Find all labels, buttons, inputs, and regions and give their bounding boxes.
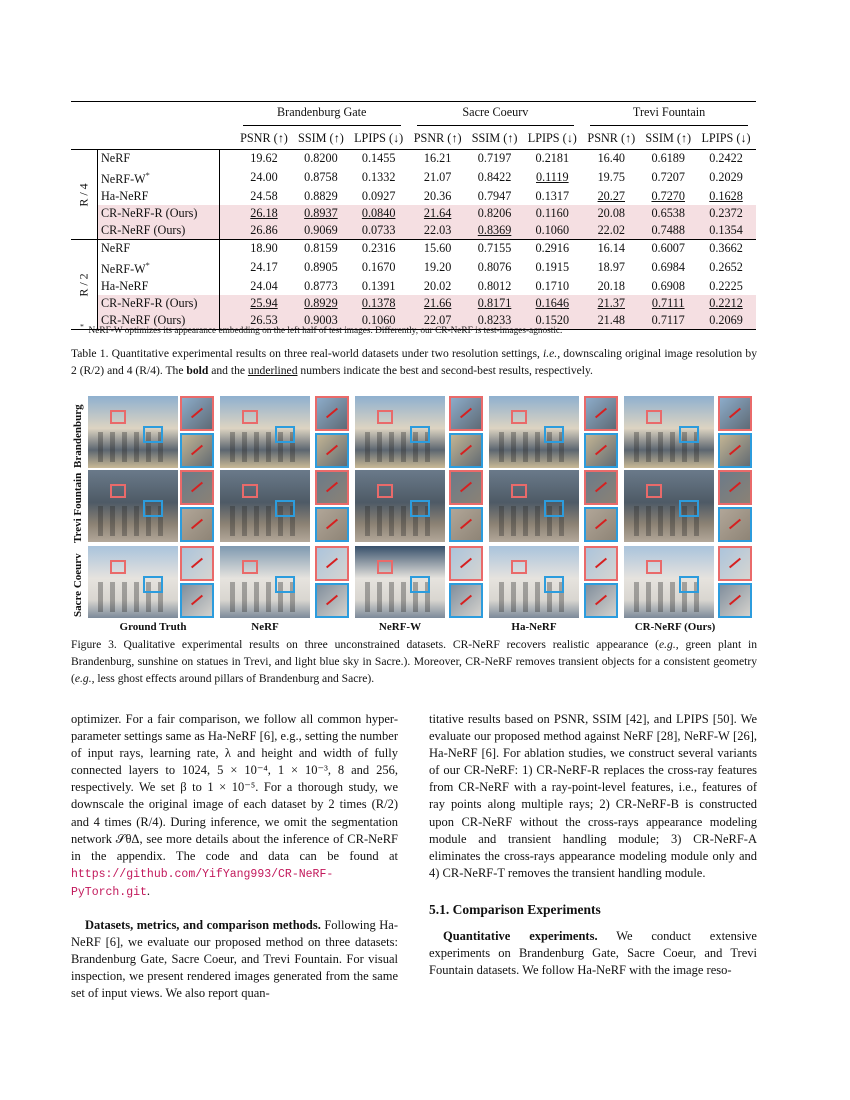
- zoom-crop-red: [718, 396, 752, 431]
- table-cell: 0.7155: [467, 240, 523, 258]
- arrow-icon: [595, 595, 607, 606]
- zoom-crop-red: [584, 470, 618, 505]
- table-cell: 0.8758: [304, 170, 338, 185]
- zoom-crop-blue: [584, 583, 618, 618]
- metric-header: SSIM (↑): [471, 130, 518, 145]
- right-column: [429, 711, 757, 979]
- zoom-crop-blue: [315, 583, 349, 618]
- table-cell: 15.60: [409, 240, 467, 258]
- table-cell: 0.2212: [696, 295, 756, 312]
- table-cell: 24.00: [250, 170, 278, 185]
- zoom-crop-red: [180, 546, 214, 581]
- arrow-icon: [729, 519, 741, 530]
- table-cell: 0.1628: [709, 189, 743, 204]
- table-cell: 19.75: [597, 170, 625, 185]
- table-cell: 24.58: [250, 189, 278, 204]
- table-cell: 0.7488: [640, 222, 696, 240]
- table-cell: 21.64: [409, 205, 467, 222]
- arrow-icon: [191, 558, 203, 569]
- metric-header: PSNR (↑): [413, 130, 462, 145]
- table-caption: Table 1. Quantitative experimental results on three real-world datasets under two resolution settings, i.e., downscaling original image resolution by 2 (R/2) and 4 (R/4). The bold and the underlined numbers indicate the best and second-best results, respectively.: [71, 347, 758, 377]
- paragraph-heading: Datasets, metrics, and comparison methods.: [85, 918, 321, 933]
- table-cell: 0.0840: [349, 205, 409, 222]
- arrow-icon: [460, 408, 472, 419]
- zoom-crop-red: [584, 546, 618, 581]
- table-cell: 0.8937: [293, 205, 349, 222]
- method-name: CR-NeRF-R (Ours): [98, 205, 220, 222]
- table-cell: 0.8929: [293, 295, 349, 312]
- render-image-brandenburg: [355, 396, 445, 468]
- render-image-trevi: [624, 470, 714, 542]
- paragraph: Quantitative experiments. We conduct extensive experiments on Brandenburg Gate, Sacre Coeur, and Trevi Fountain datasets. We follow Ha-NeRF with the image reso-: [429, 929, 757, 978]
- render-image-brandenburg: [88, 396, 178, 468]
- table-cell: 20.27: [597, 189, 625, 204]
- zoom-crop-blue: [449, 433, 483, 468]
- table-cell: 0.1391: [361, 279, 396, 294]
- table-cell: 19.20: [423, 260, 452, 275]
- arrow-icon: [460, 519, 472, 530]
- zoom-crop-red: [180, 396, 214, 431]
- table-cell: 0.2029: [709, 170, 743, 185]
- left-column: [71, 711, 398, 1003]
- table-cell: 0.8171: [467, 295, 523, 312]
- table-cell: 0.1520: [522, 312, 582, 330]
- table-cell: 0.7207: [651, 170, 685, 185]
- arrow-icon: [191, 408, 203, 419]
- table-cell: 0.7117: [640, 312, 696, 330]
- render-image-brandenburg: [624, 396, 714, 468]
- metric-header: LPIPS (↓): [527, 130, 577, 145]
- arrow-icon: [729, 558, 741, 569]
- zoom-crop-red: [449, 396, 483, 431]
- metric-header: SSIM (↑): [298, 130, 344, 145]
- table-cell: 0.1160: [522, 205, 582, 222]
- figure-caption: Figure 3. Qualitative experimental results on three unconstrained datasets. CR-NeRF recovers realistic appearance (e.g., green plant in Brandenburg, sunshine on statues in Trevi, and light blue sky in Sacre.). Moreover, CR-NeRF removes transient objects for a consistent geometry (e.g., less ghost effects around pillars of Brandenburg and Sacre).: [71, 638, 757, 685]
- row-label-trevi: Trevi Fountain: [72, 472, 84, 543]
- method-name: Ha-NeRF: [98, 278, 220, 295]
- zoom-crop-red: [315, 396, 349, 431]
- table-cell: 0.2422: [696, 150, 756, 168]
- render-image-brandenburg: [489, 396, 579, 468]
- table-cell: 0.6189: [640, 150, 696, 168]
- table-cell: 0.2652: [709, 260, 743, 275]
- arrow-icon: [729, 595, 741, 606]
- render-image-trevi: [355, 470, 445, 542]
- method-name: CR-NeRF-R (Ours): [98, 295, 220, 312]
- zoom-crop-red: [718, 546, 752, 581]
- code-url-link[interactable]: https://github.com/YifYang993/CR-NeRF-PyTorch.git: [71, 867, 334, 899]
- table-cell: 0.0927: [361, 189, 396, 204]
- col-label-nerf-w: NeRF-W: [378, 621, 422, 633]
- zoom-crop-blue: [180, 433, 214, 468]
- zoom-crop-red: [449, 470, 483, 505]
- render-image-sacre: [88, 546, 178, 618]
- table-cell: 0.6538: [640, 205, 696, 222]
- table-cell: 0.7111: [640, 295, 696, 312]
- zoom-crop-blue: [718, 507, 752, 542]
- table-cell: 24.17: [250, 260, 278, 275]
- metric-header: PSNR (↑): [587, 130, 636, 145]
- arrow-icon: [595, 482, 607, 493]
- table-cell: 20.36: [423, 189, 452, 204]
- group-header: Sacre Coeurv: [417, 104, 575, 126]
- table-cell: 0.1378: [349, 295, 409, 312]
- table-cell: 0.2181: [522, 150, 582, 168]
- table-cell: 22.03: [409, 222, 467, 240]
- table-cell: 0.2225: [709, 279, 743, 294]
- method-name: NeRF-W*: [98, 257, 220, 278]
- arrow-icon: [191, 482, 203, 493]
- table-cell: 20.02: [423, 279, 452, 294]
- table-cell: 0.1060: [349, 312, 409, 330]
- arrow-icon: [191, 595, 203, 606]
- arrow-icon: [191, 445, 203, 456]
- table-cell: 21.37: [582, 295, 640, 312]
- table-cell: 26.53: [235, 312, 293, 330]
- col-label-ground-truth: Ground Truth: [119, 621, 187, 633]
- table-cell: 0.1646: [522, 295, 582, 312]
- arrow-icon: [460, 595, 472, 606]
- arrow-icon: [326, 445, 338, 456]
- table-cell: 18.97: [597, 260, 625, 275]
- table-cell: 0.9069: [293, 222, 349, 240]
- table-cell: 0.6984: [651, 260, 685, 275]
- arrow-icon: [729, 445, 741, 456]
- table-cell: 0.1710: [535, 279, 570, 294]
- col-label-ha-nerf: Ha-NeRF: [511, 621, 557, 633]
- zoom-crop-red: [718, 470, 752, 505]
- section-heading: 5.1. Comparison Experiments: [429, 901, 601, 917]
- arrow-icon: [460, 558, 472, 569]
- table-cell: 26.86: [235, 222, 293, 240]
- zoom-crop-blue: [449, 583, 483, 618]
- zoom-crop-blue: [180, 507, 214, 542]
- zoom-crop-red: [315, 470, 349, 505]
- method-name: CR-NeRF (Ours): [98, 222, 220, 240]
- zoom-crop-blue: [315, 433, 349, 468]
- method-name: NeRF: [98, 150, 220, 168]
- render-image-sacre: [624, 546, 714, 618]
- metric-header: LPIPS (↓): [354, 130, 404, 145]
- arrow-icon: [460, 482, 472, 493]
- table-cell: 21.48: [582, 312, 640, 330]
- table-cell: 20.18: [597, 279, 625, 294]
- table-cell: 0.1455: [349, 150, 409, 168]
- table-cell: 0.1119: [536, 170, 569, 185]
- table-footnote: * NeRF-W optimizes its appearance embedding on the left half of test images. Differently, our CR-NeRF is test-images-agnostic.: [80, 322, 563, 337]
- render-image-sacre: [489, 546, 579, 618]
- table-cell: 0.6007: [640, 240, 696, 258]
- table-cell: 16.14: [582, 240, 640, 258]
- table-cell: 21.07: [423, 170, 452, 185]
- zoom-crop-blue: [315, 507, 349, 542]
- arrow-icon: [326, 482, 338, 493]
- zoom-crop-blue: [718, 583, 752, 618]
- zoom-crop-blue: [584, 507, 618, 542]
- table-cell: 25.94: [235, 295, 293, 312]
- resolution-label: R / 4: [76, 182, 91, 207]
- table-cell: 0.8422: [477, 170, 512, 185]
- table-cell: 0.8773: [304, 279, 338, 294]
- table-cell: 24.04: [250, 279, 278, 294]
- arrow-icon: [326, 408, 338, 419]
- table-cell: 16.21: [409, 150, 467, 168]
- col-label-nerf: NeRF: [251, 621, 279, 633]
- table-cell: 19.62: [235, 150, 293, 168]
- table-cell: 0.8905: [304, 260, 338, 275]
- table-cell: 18.90: [235, 240, 293, 258]
- paragraph: optimizer. For a fair comparison, we follow all common hyper-parameter settings same as Ha-NeRF [6], e.g., setting the number of input rays, learning rate, λ and height and width of fully connected layers to 1024, 5 × 10⁻⁴, 1 × 10⁻³, 8 and 256, respectively. We set β to 1 × 10⁻⁵. For a thorough study, we downscale the original image of each dataset by 2 times (R/2) and 4 times (R/4). During inference, we omit the segmentation network 𝒮θΔ, see more details about the inference of CR-NeRF in the appendix. The code and data can be found at https://github.com/YifYang993/CR-NeRF-PyTorch.git.: [71, 712, 398, 899]
- zoom-crop-blue: [180, 583, 214, 618]
- method-name: CR-NeRF (Ours): [98, 312, 220, 330]
- table-cell: 0.8076: [477, 260, 512, 275]
- group-header: Trevi Fountain: [590, 104, 748, 126]
- table-cell: 0.7197: [467, 150, 523, 168]
- table-cell: 0.1915: [535, 260, 570, 275]
- table-cell: 0.7947: [477, 189, 512, 204]
- arrow-icon: [191, 519, 203, 530]
- render-image-trevi: [220, 470, 310, 542]
- render-image-sacre: [220, 546, 310, 618]
- table-cell: 21.66: [409, 295, 467, 312]
- arrow-icon: [326, 519, 338, 530]
- table-cell: 26.18: [235, 205, 293, 222]
- arrow-icon: [729, 482, 741, 493]
- method-name: NeRF: [98, 240, 220, 258]
- render-image-sacre: [355, 546, 445, 618]
- method-name: Ha-NeRF: [98, 188, 220, 205]
- table-cell: 0.8829: [304, 189, 338, 204]
- zoom-crop-red: [584, 396, 618, 431]
- table-cell: 0.2916: [522, 240, 582, 258]
- table-cell: 0.1354: [696, 222, 756, 240]
- table-cell: 20.08: [582, 205, 640, 222]
- zoom-crop-blue: [718, 433, 752, 468]
- paragraph-heading: Quantitative experiments.: [443, 929, 598, 944]
- table-cell: 0.1317: [535, 189, 570, 204]
- table-cell: 0.8233: [467, 312, 523, 330]
- row-label-sacre: Sacre Coeurv: [72, 553, 84, 617]
- table-cell: 0.1332: [361, 170, 396, 185]
- render-image-trevi: [88, 470, 178, 542]
- table-cell: 22.07: [409, 312, 467, 330]
- resolution-label: R / 2: [76, 272, 91, 297]
- table-cell: 16.40: [582, 150, 640, 168]
- render-image-brandenburg: [220, 396, 310, 468]
- table-cell: 0.8369: [467, 222, 523, 240]
- col-label-cr-nerf: CR-NeRF (Ours): [634, 621, 716, 633]
- zoom-crop-blue: [584, 433, 618, 468]
- group-header: Brandenburg Gate: [243, 104, 401, 126]
- paragraph: Datasets, metrics, and comparison methods. Following Ha-NeRF [6], we evaluate our proposed method on three datasets: Brandenburg Gate, Sacre Coeur, and Trevi Fountain. For visual inspection, we present rendered images generated from the same set of input views. We also report quan-: [71, 918, 398, 1001]
- paragraph: titative results based on PSNR, SSIM [42], and LPIPS [50]. We evaluate our proposed method against NeRF [28], NeRF-W [26], Ha-NeRF [6]. For ablation studies, we construct several variants of our CR-NeRF: 1) CR-NeRF-R replaces the cross-ray features from CR-NeRF with a ray-point-level features, i.e., features of ray points along multiple rays; 2) CR-NeRF-B is constructed upon CR-NeRF without the cross-rays appearance modeling module and transient handling module; 3) CR-NeRF-A eliminates the cross-rays appearance modeling module only and 4) CR-NeRF-T removes the transient handling module.: [429, 712, 757, 880]
- arrow-icon: [595, 445, 607, 456]
- arrow-icon: [326, 558, 338, 569]
- metric-header: SSIM (↑): [645, 130, 692, 145]
- table-cell: 0.8200: [293, 150, 349, 168]
- metric-header: LPIPS (↓): [701, 130, 751, 145]
- arrow-icon: [729, 408, 741, 419]
- table-cell: 0.8012: [477, 279, 512, 294]
- table-cell: 0.7270: [651, 189, 685, 204]
- table-cell: 0.6908: [651, 279, 685, 294]
- arrow-icon: [595, 519, 607, 530]
- table-cell: 0.3662: [696, 240, 756, 258]
- table-cell: 0.1060: [522, 222, 582, 240]
- render-image-trevi: [489, 470, 579, 542]
- arrow-icon: [595, 558, 607, 569]
- table-cell: 0.8206: [467, 205, 523, 222]
- zoom-crop-red: [180, 470, 214, 505]
- arrow-icon: [595, 408, 607, 419]
- table-cell: 0.1670: [361, 260, 396, 275]
- table-cell: 0.9003: [293, 312, 349, 330]
- zoom-crop-red: [315, 546, 349, 581]
- table-cell: 0.2316: [349, 240, 409, 258]
- metric-header: PSNR (↑): [240, 130, 288, 145]
- table-cell: 0.8159: [293, 240, 349, 258]
- table-cell: 22.02: [582, 222, 640, 240]
- zoom-crop-blue: [449, 507, 483, 542]
- table-cell: 0.2069: [696, 312, 756, 330]
- arrow-icon: [460, 445, 472, 456]
- table-cell: 0.2372: [696, 205, 756, 222]
- zoom-crop-red: [449, 546, 483, 581]
- method-name: NeRF-W*: [98, 167, 220, 188]
- row-label-brandenburg: Brandenburg: [72, 404, 84, 468]
- table-cell: 0.0733: [349, 222, 409, 240]
- arrow-icon: [326, 595, 338, 606]
